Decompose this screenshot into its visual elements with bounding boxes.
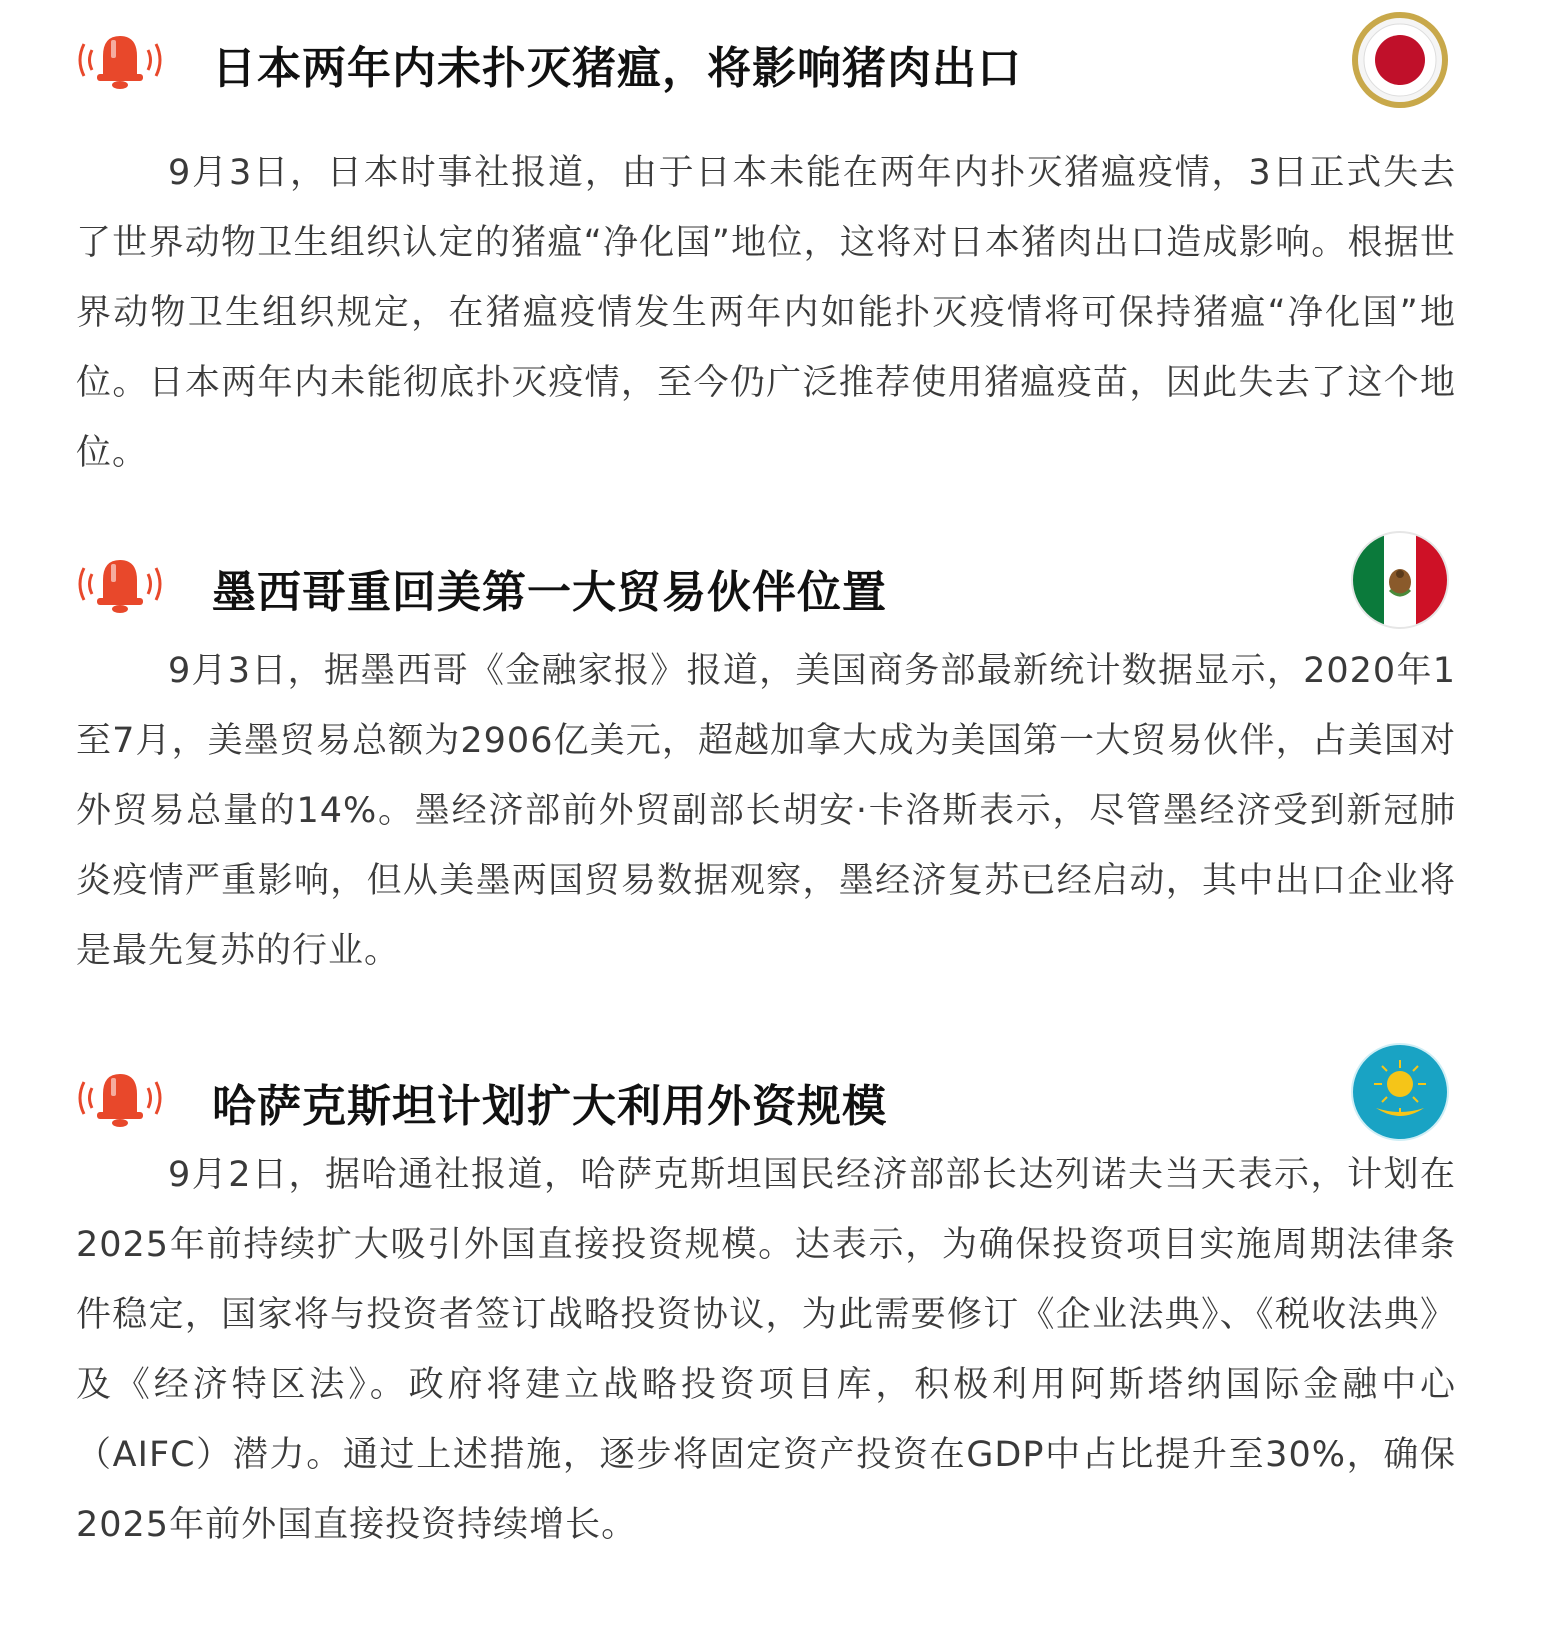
article-header [0, 10, 1543, 120]
article-paragraph: 9月3日，日本时事社报道，由于日本未能在两年内扑灭猪瘟疫情，3日正式失去了世界动物卫生组织认定的猪瘟“净化国”地位，这将对日本猪肉出口造成影响。根据世界动物卫生组织规定，在猪瘟疫情发生两年内如能扑灭疫情将可保持猪瘟“净化国”地位。日本两年内未能彻底扑灭疫情，至今仍广泛推荐使用猪瘟疫苗，因此失去了这个地位。 [76, 153, 1456, 473]
article-paragraph: 9月2日，据哈通社报道，哈萨克斯坦国民经济部部长达列诺夫当天表示，计划在2025年前持续扩大吸引外国直接投资规模。达表示，为确保投资项目实施周期法律条件稳定，国家将与投资者签订战略投资协议，为此需要修订《企业法典》、《税收法典》及《经济特区法》。政府将建立战略投资项目库，积极利用阿斯塔纳国际金融中心（AIFC）潜力。通过上述措施，逐步将固定资产投资在GDP中占比提升至30%，确保2025年前外国直接投资持续增长。 [76, 1155, 1456, 1545]
article-header [0, 540, 1543, 650]
alarm-bell-icon [70, 552, 170, 616]
article-title: 日本两年内未扑灭猪瘟，将影响猪肉出口 [212, 43, 1022, 94]
kazakhstan-flag-icon [1350, 1042, 1450, 1142]
article-title: 墨西哥重回美第一大贸易伙伴位置 [212, 567, 887, 618]
article-kazakhstan [0, 1060, 1543, 1545]
alarm-bell-icon [70, 1066, 170, 1130]
alarm-bell-icon [70, 28, 170, 92]
article-title: 哈萨克斯坦计划扩大利用外资规模 [212, 1081, 887, 1132]
article-mexico [0, 540, 1543, 971]
japan-flag-icon [1350, 10, 1450, 110]
mexico-flag-icon [1350, 530, 1450, 630]
article-japan [0, 10, 1543, 473]
article-paragraph: 9月3日，据墨西哥《金融家报》报道，美国商务部最新统计数据显示，2020年1至7月，美墨贸易总额为2906亿美元，超越加拿大成为美国第一大贸易伙伴，占美国对外贸易总量的14%。墨经济部前外贸副部长胡安·卡洛斯表示，尽管墨经济受到新冠肺炎疫情严重影响，但从美墨两国贸易数据观察，墨经济复苏已经启动，其中出口企业将是最先复苏的行业。 [76, 651, 1456, 971]
